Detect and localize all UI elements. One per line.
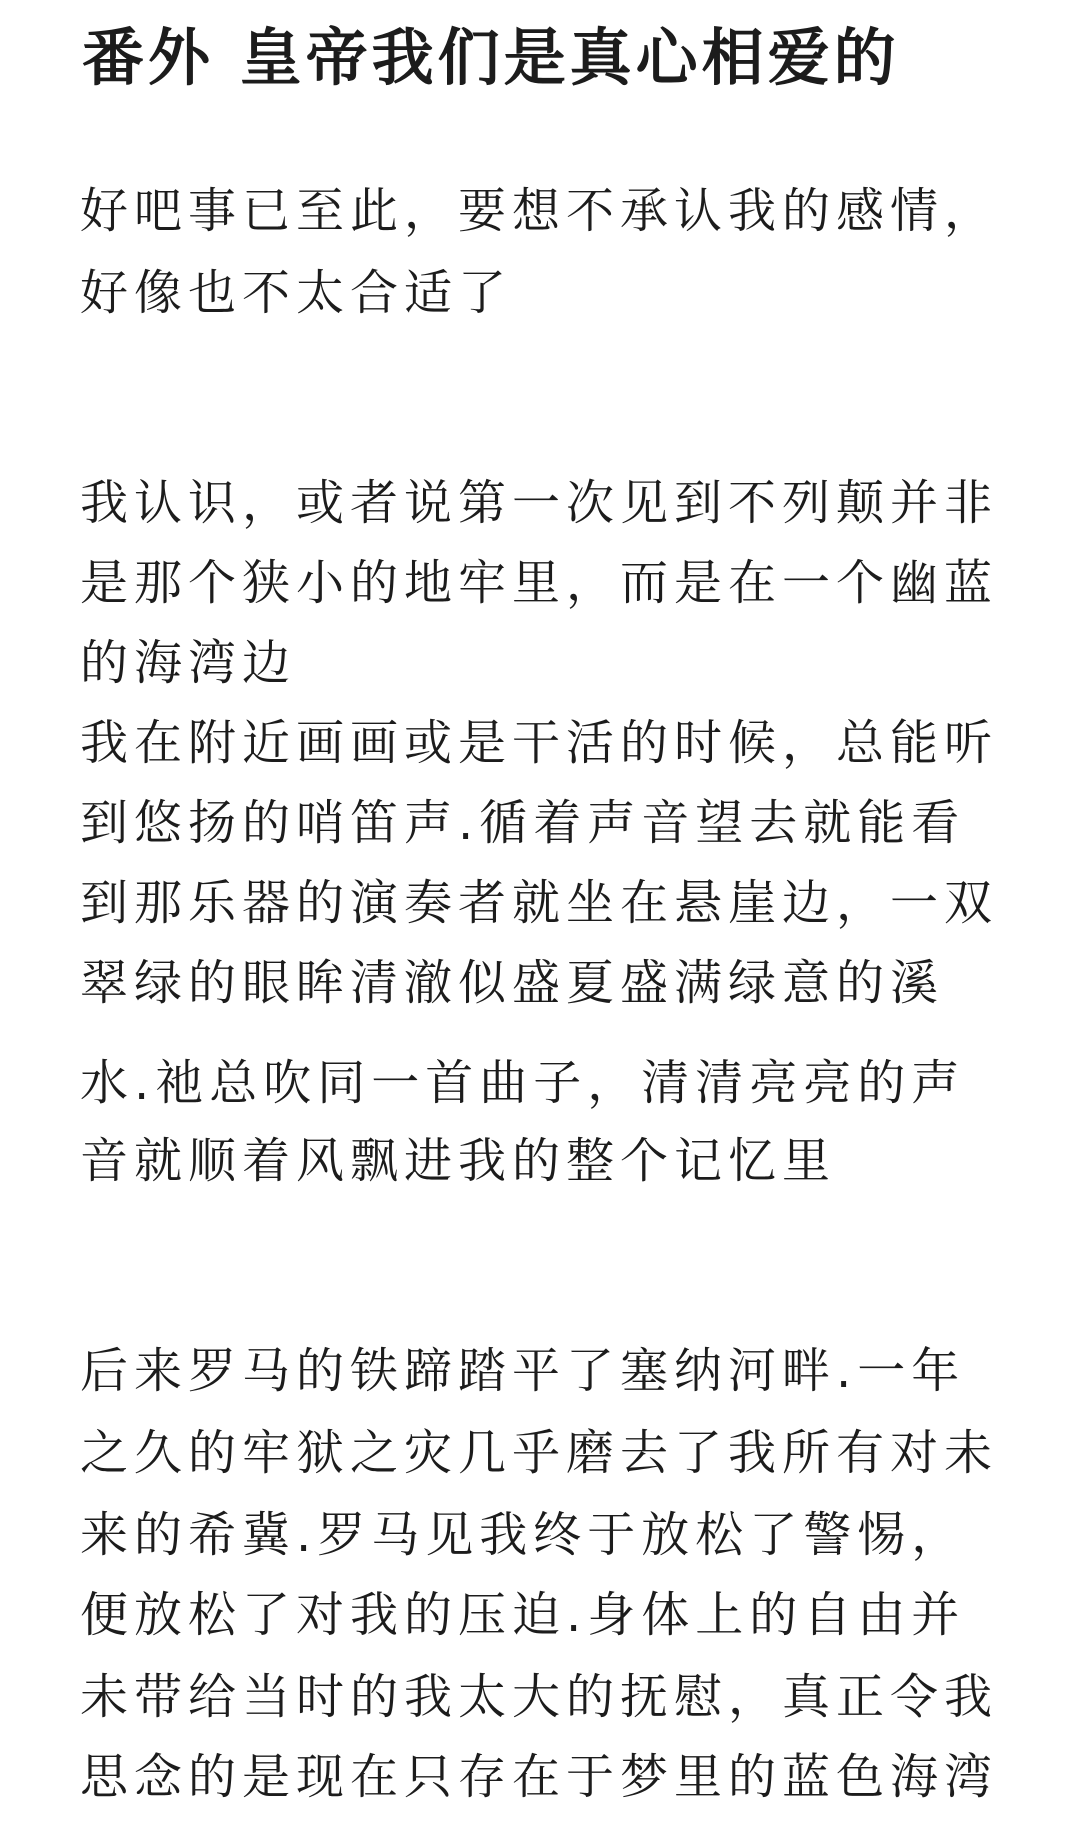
text-line: 我在附近画画或是干活的时候，总能听 (80, 715, 999, 771)
text-line: 我认识，或者说第一次见到不列颠并非 (80, 475, 999, 531)
text-line: 音就顺着风飘进我的整个记忆里 (80, 1133, 837, 1189)
text-line: 好吧事已至此，要想不承认我的感情， (80, 183, 999, 239)
text-line: 未带给当时的我太大的抚慰，真正令我 (80, 1669, 999, 1725)
text-line: 到那乐器的演奏者就坐在悬崖边，一双 (80, 875, 999, 931)
chapter-title: 番外 皇帝我们是真心相爱的 (82, 21, 900, 94)
text-line: 是那个狭小的地牢里，而是在一个幽蓝 (80, 555, 999, 611)
text-line: 到悠扬的哨笛声.循着声音望去就能看 (80, 795, 966, 851)
text-line: 之久的牢狱之灾几乎磨去了我所有对未 (80, 1425, 999, 1481)
text-line: 的海湾边 (80, 635, 297, 691)
text-line: 水.祂总吹同一首曲子，清清亮亮的声 (80, 1055, 966, 1111)
text-line: 便放松了对我的压迫.身体上的自由并 (80, 1587, 966, 1643)
text-line: 好像也不太合适了 (80, 265, 513, 321)
text-line: 后来罗马的铁蹄踏平了塞纳河畔.一年 (80, 1343, 966, 1399)
text-line: 翠绿的眼眸清澈似盛夏盛满绿意的溪 (80, 955, 945, 1011)
text-line: 来的希冀.罗马见我终于放松了警惕， (80, 1507, 966, 1563)
text-line: 思念的是现在只存在于梦里的蓝色海湾 (80, 1749, 999, 1805)
